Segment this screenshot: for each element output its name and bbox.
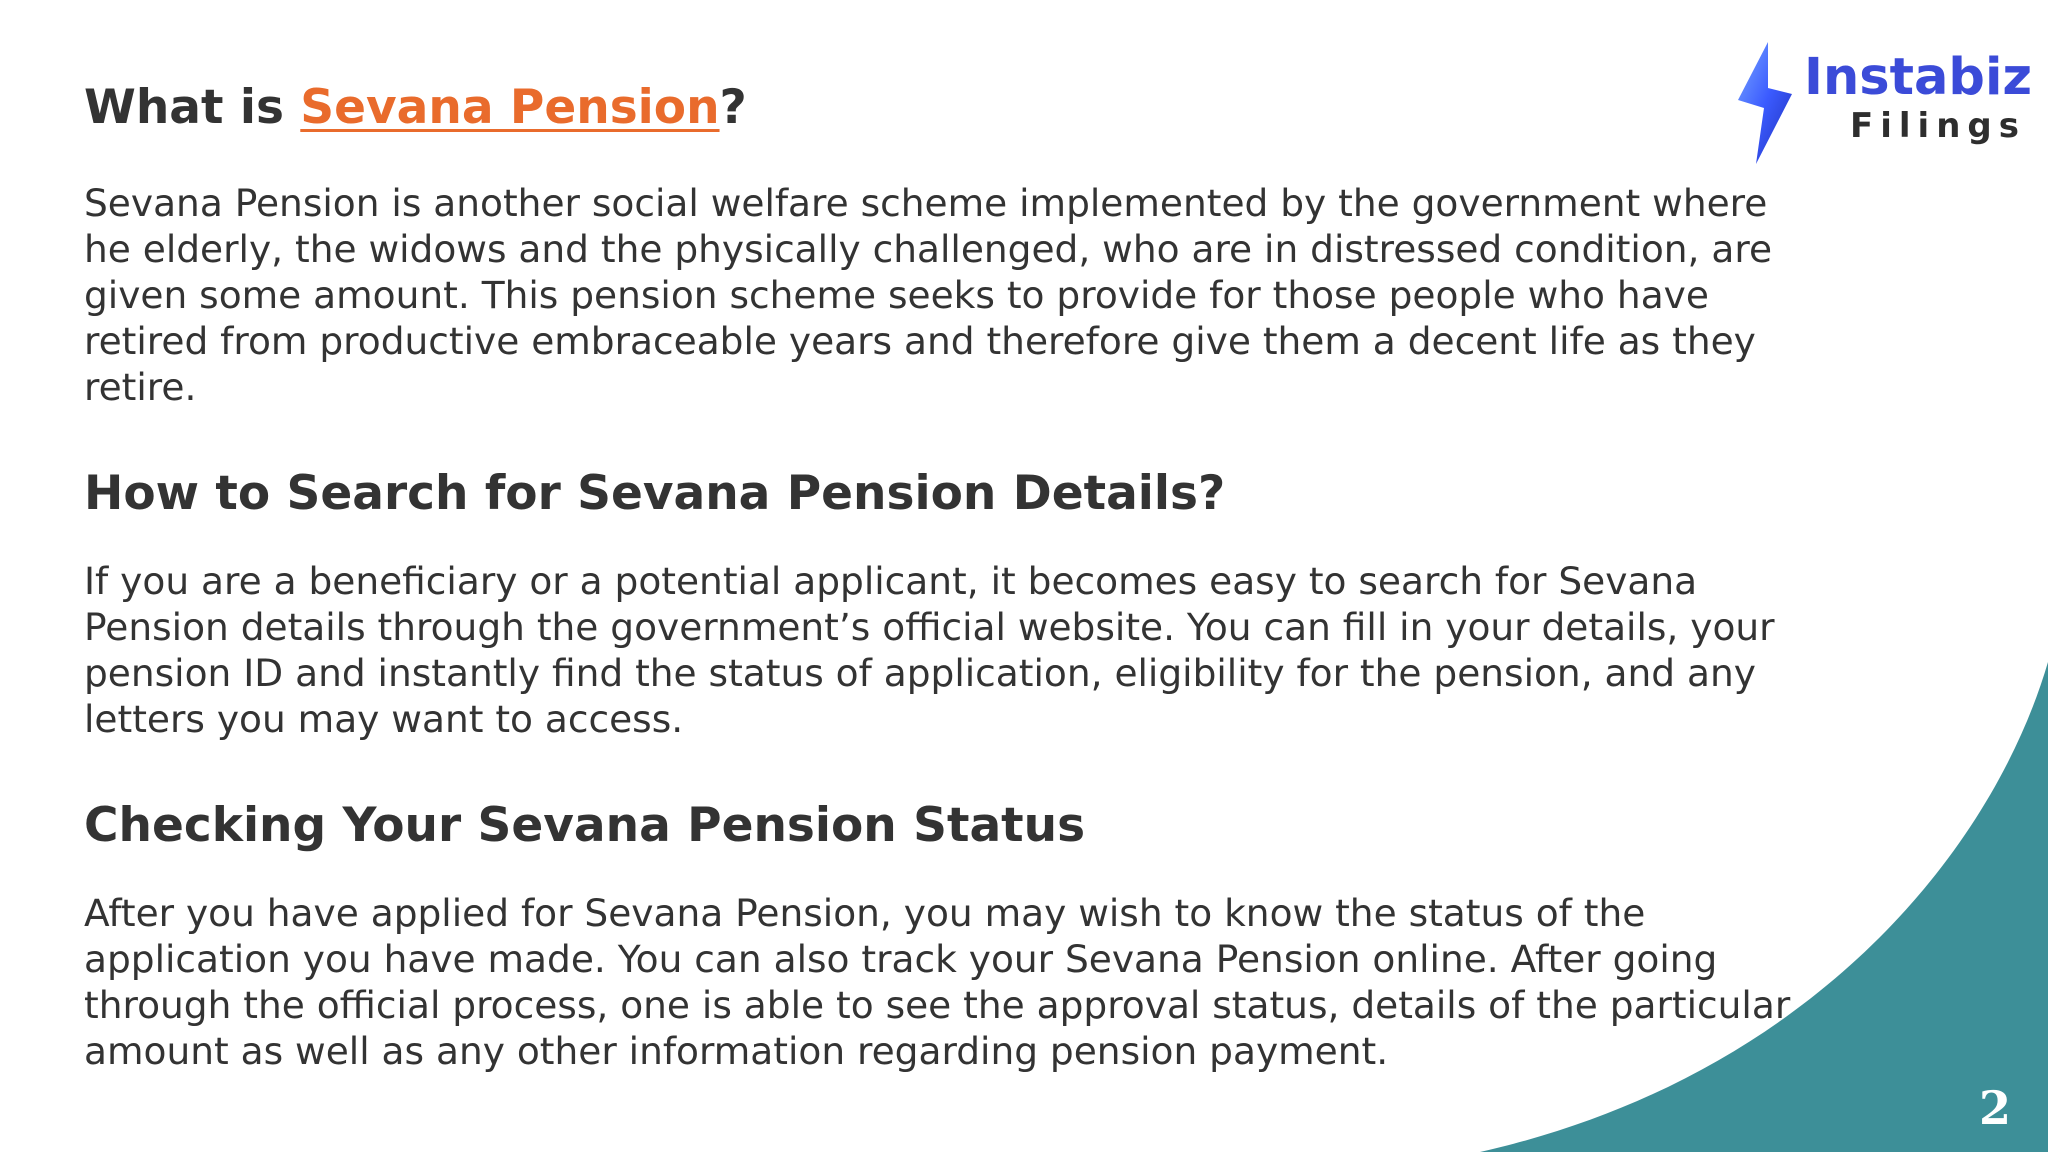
instabiz-logo [1730, 38, 2033, 168]
logo-wordmark-filings: Filings [1850, 106, 2026, 146]
heading-prefix: What is [84, 80, 301, 135]
status-paragraph: After you have applied for Sevana Pension, you may wish to know the status of the application you have made. You can also track your Sevana Pension online. After going through the official process, one is able to see the approval status, details of the particular amount as well as any other information regarding pension payment. [84, 891, 1791, 1073]
page-number: 2 [1978, 1081, 2011, 1135]
heading-how-to-search: How to Search for Sevana Pension Details? [84, 466, 1226, 521]
logo-wordmark-instabiz: Instabiz [1804, 48, 2033, 107]
search-paragraph: If you are a beneficiary or a potential applicant, it becomes easy to search for Sevana Pension details through the government’s official website. You can fill in your details, your pension ID and instantly find the status of application, eligibility for the pension, and any letters you may want to access. [84, 559, 1775, 741]
intro-paragraph: Sevana Pension is another social welfare scheme implemented by the government where he elderly, the widows and the physically challenged, who are in distressed condition, are given some amount. This pension scheme seeks to provide for those people who have retired from productive embraceable years and therefore give them a decent life as they retire. [84, 181, 1773, 409]
heading-checking-status: Checking Your Sevana Pension Status [84, 798, 1086, 853]
sevana-pension-link[interactable]: Sevana Pension [300, 80, 720, 135]
heading-what-is [84, 72, 1804, 144]
slide-content [84, 72, 1804, 1074]
heading-suffix: ? [719, 80, 747, 135]
lightning-bolt-icon [1730, 38, 1800, 168]
